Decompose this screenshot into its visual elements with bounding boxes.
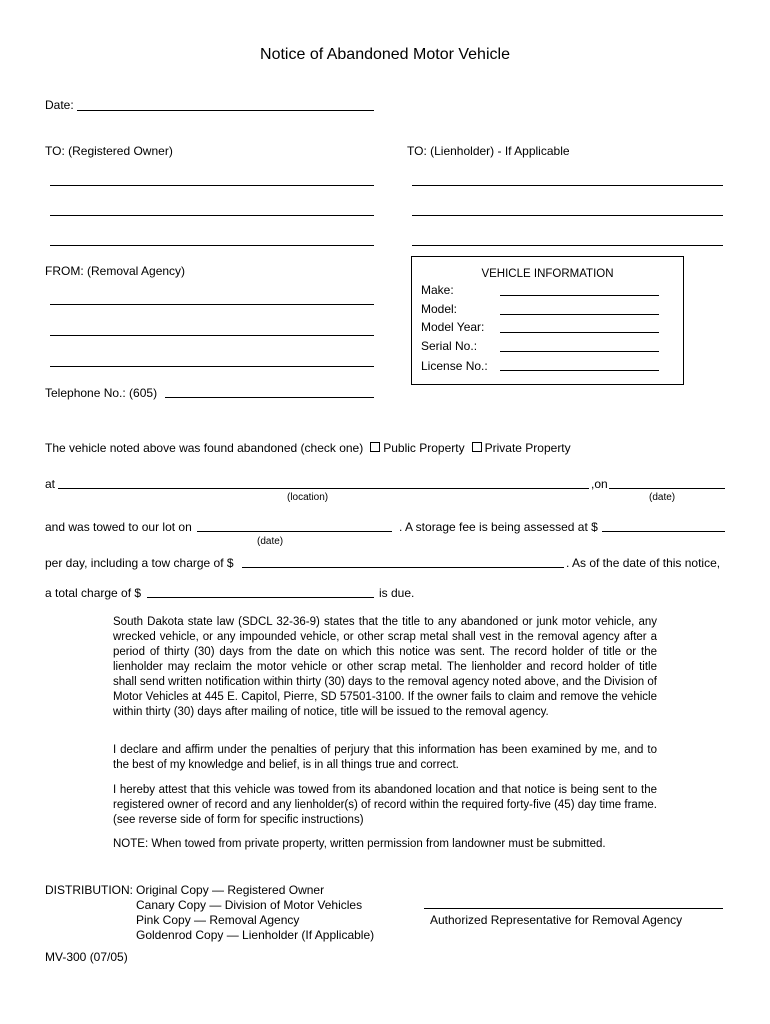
model-field[interactable] — [500, 314, 659, 315]
serial-label: Serial No.: — [421, 339, 478, 353]
law-paragraph: South Dakota state law (SDCL 32-36-9) states that the title to any abandoned or junk motor vehicle, any wrecked vehicle, or any impounded vehicle, or other scrap metal shall vest in the removal agency after a period of thirty (30) days from the date on which this notice was sent. The record holder of title or the lienholder may reclaim the motor vehicle or other scrap metal. The lienholder and record holder of title shall send written notification within thirty (30) days to the removal agency noted above, and the Division of Motor Vehicles at 445 E. Capitol, Pierre, SD 57501-3100. If the owner fails to claim and remove the vehicle within thirty (30) days after mailing of notice, title will be issued to the removal agency. — [113, 616, 657, 718]
model-year-label: Model Year: — [421, 320, 485, 334]
found-abandoned-row — [45, 441, 571, 455]
on-label: ,on — [591, 477, 608, 491]
location-caption: (location) — [287, 492, 329, 503]
make-field[interactable] — [500, 295, 659, 296]
towed-date-field[interactable] — [197, 531, 392, 532]
declaration-paragraph: I declare and affirm under the penalties of perjury that this information has been examined by me, and to the best of my knowledge and belief, is in all things true and correct. — [113, 744, 657, 771]
from-label: FROM: (Removal Agency) — [45, 264, 186, 278]
signature-line[interactable] — [424, 908, 723, 909]
telephone-label: Telephone No.: (605) — [45, 386, 158, 400]
distribution-item: Original Copy — Registered Owner — [136, 883, 325, 897]
distribution-item: Pink Copy — Removal Agency — [136, 913, 300, 927]
public-property-checkbox[interactable] — [370, 442, 380, 452]
lienholder-line-3[interactable] — [412, 245, 723, 246]
date-caption: (date) — [649, 492, 676, 503]
total-charge-field[interactable] — [147, 597, 374, 598]
license-field[interactable] — [500, 370, 659, 371]
tow-charge-field[interactable] — [242, 567, 564, 568]
agency-line-1[interactable] — [50, 304, 374, 305]
found-abandoned-text: The vehicle noted above was found abandoned (check one) — [45, 441, 364, 455]
license-label: License No.: — [421, 359, 488, 373]
owner-line-3[interactable] — [50, 245, 374, 246]
towed-label: and was towed to our lot on — [45, 520, 192, 534]
towed-date-caption: (date) — [257, 536, 284, 547]
total-charge-label: a total charge of $ — [45, 586, 142, 600]
to-owner-label: TO: (Registered Owner) — [45, 144, 173, 158]
serial-field[interactable] — [500, 351, 659, 352]
is-due-label: is due. — [379, 586, 415, 600]
per-day-label: per day, including a tow charge of $ — [45, 556, 234, 570]
owner-line-1[interactable] — [50, 185, 374, 186]
form-number: MV-300 (07/05) — [45, 950, 128, 964]
date-label: Date: — [45, 98, 74, 112]
note-paragraph: NOTE: When towed from private property, written permission from landowner must be submitted. — [113, 838, 606, 850]
owner-line-2[interactable] — [50, 215, 374, 216]
location-field[interactable] — [58, 488, 589, 489]
model-year-field[interactable] — [500, 332, 659, 333]
public-property-label: Public Property — [383, 441, 465, 455]
storage-fee-label: . A storage fee is being assessed at $ — [399, 520, 598, 534]
agency-line-3[interactable] — [50, 366, 374, 367]
model-label: Model: — [421, 302, 458, 316]
storage-fee-field[interactable] — [602, 531, 725, 532]
agency-line-2[interactable] — [50, 335, 374, 336]
signature-label: Authorized Representative for Removal Agency — [430, 913, 683, 927]
distribution-item: Goldenrod Copy — Lienholder (If Applicable) — [136, 928, 375, 942]
at-label: at — [45, 477, 56, 491]
as-of-label: . As of the date of this notice, — [566, 556, 721, 570]
attestation-paragraph: I hereby attest that this vehicle was towed from its abandoned location and that notice is being sent to the registered owner of record and any lienholder(s) of record within the required forty-five (45) day time frame. (see reverse side of form for specific instructions) — [113, 784, 657, 826]
lienholder-line-1[interactable] — [412, 185, 723, 186]
telephone-field[interactable] — [165, 397, 374, 398]
vehicle-info-heading: VEHICLE INFORMATION — [481, 268, 614, 280]
distribution-item: Canary Copy — Division of Motor Vehicles — [136, 898, 363, 912]
distribution-label: DISTRIBUTION: — [45, 883, 134, 897]
private-property-checkbox[interactable] — [472, 442, 482, 452]
date-field[interactable] — [77, 110, 374, 111]
lienholder-line-2[interactable] — [412, 215, 723, 216]
found-date-field[interactable] — [609, 488, 725, 489]
make-label: Make: — [421, 283, 454, 297]
private-property-label: Private Property — [484, 441, 571, 455]
to-lienholder-label: TO: (Lienholder) - If Applicable — [407, 144, 570, 158]
form-title: Notice of Abandoned Motor Vehicle — [260, 46, 510, 63]
